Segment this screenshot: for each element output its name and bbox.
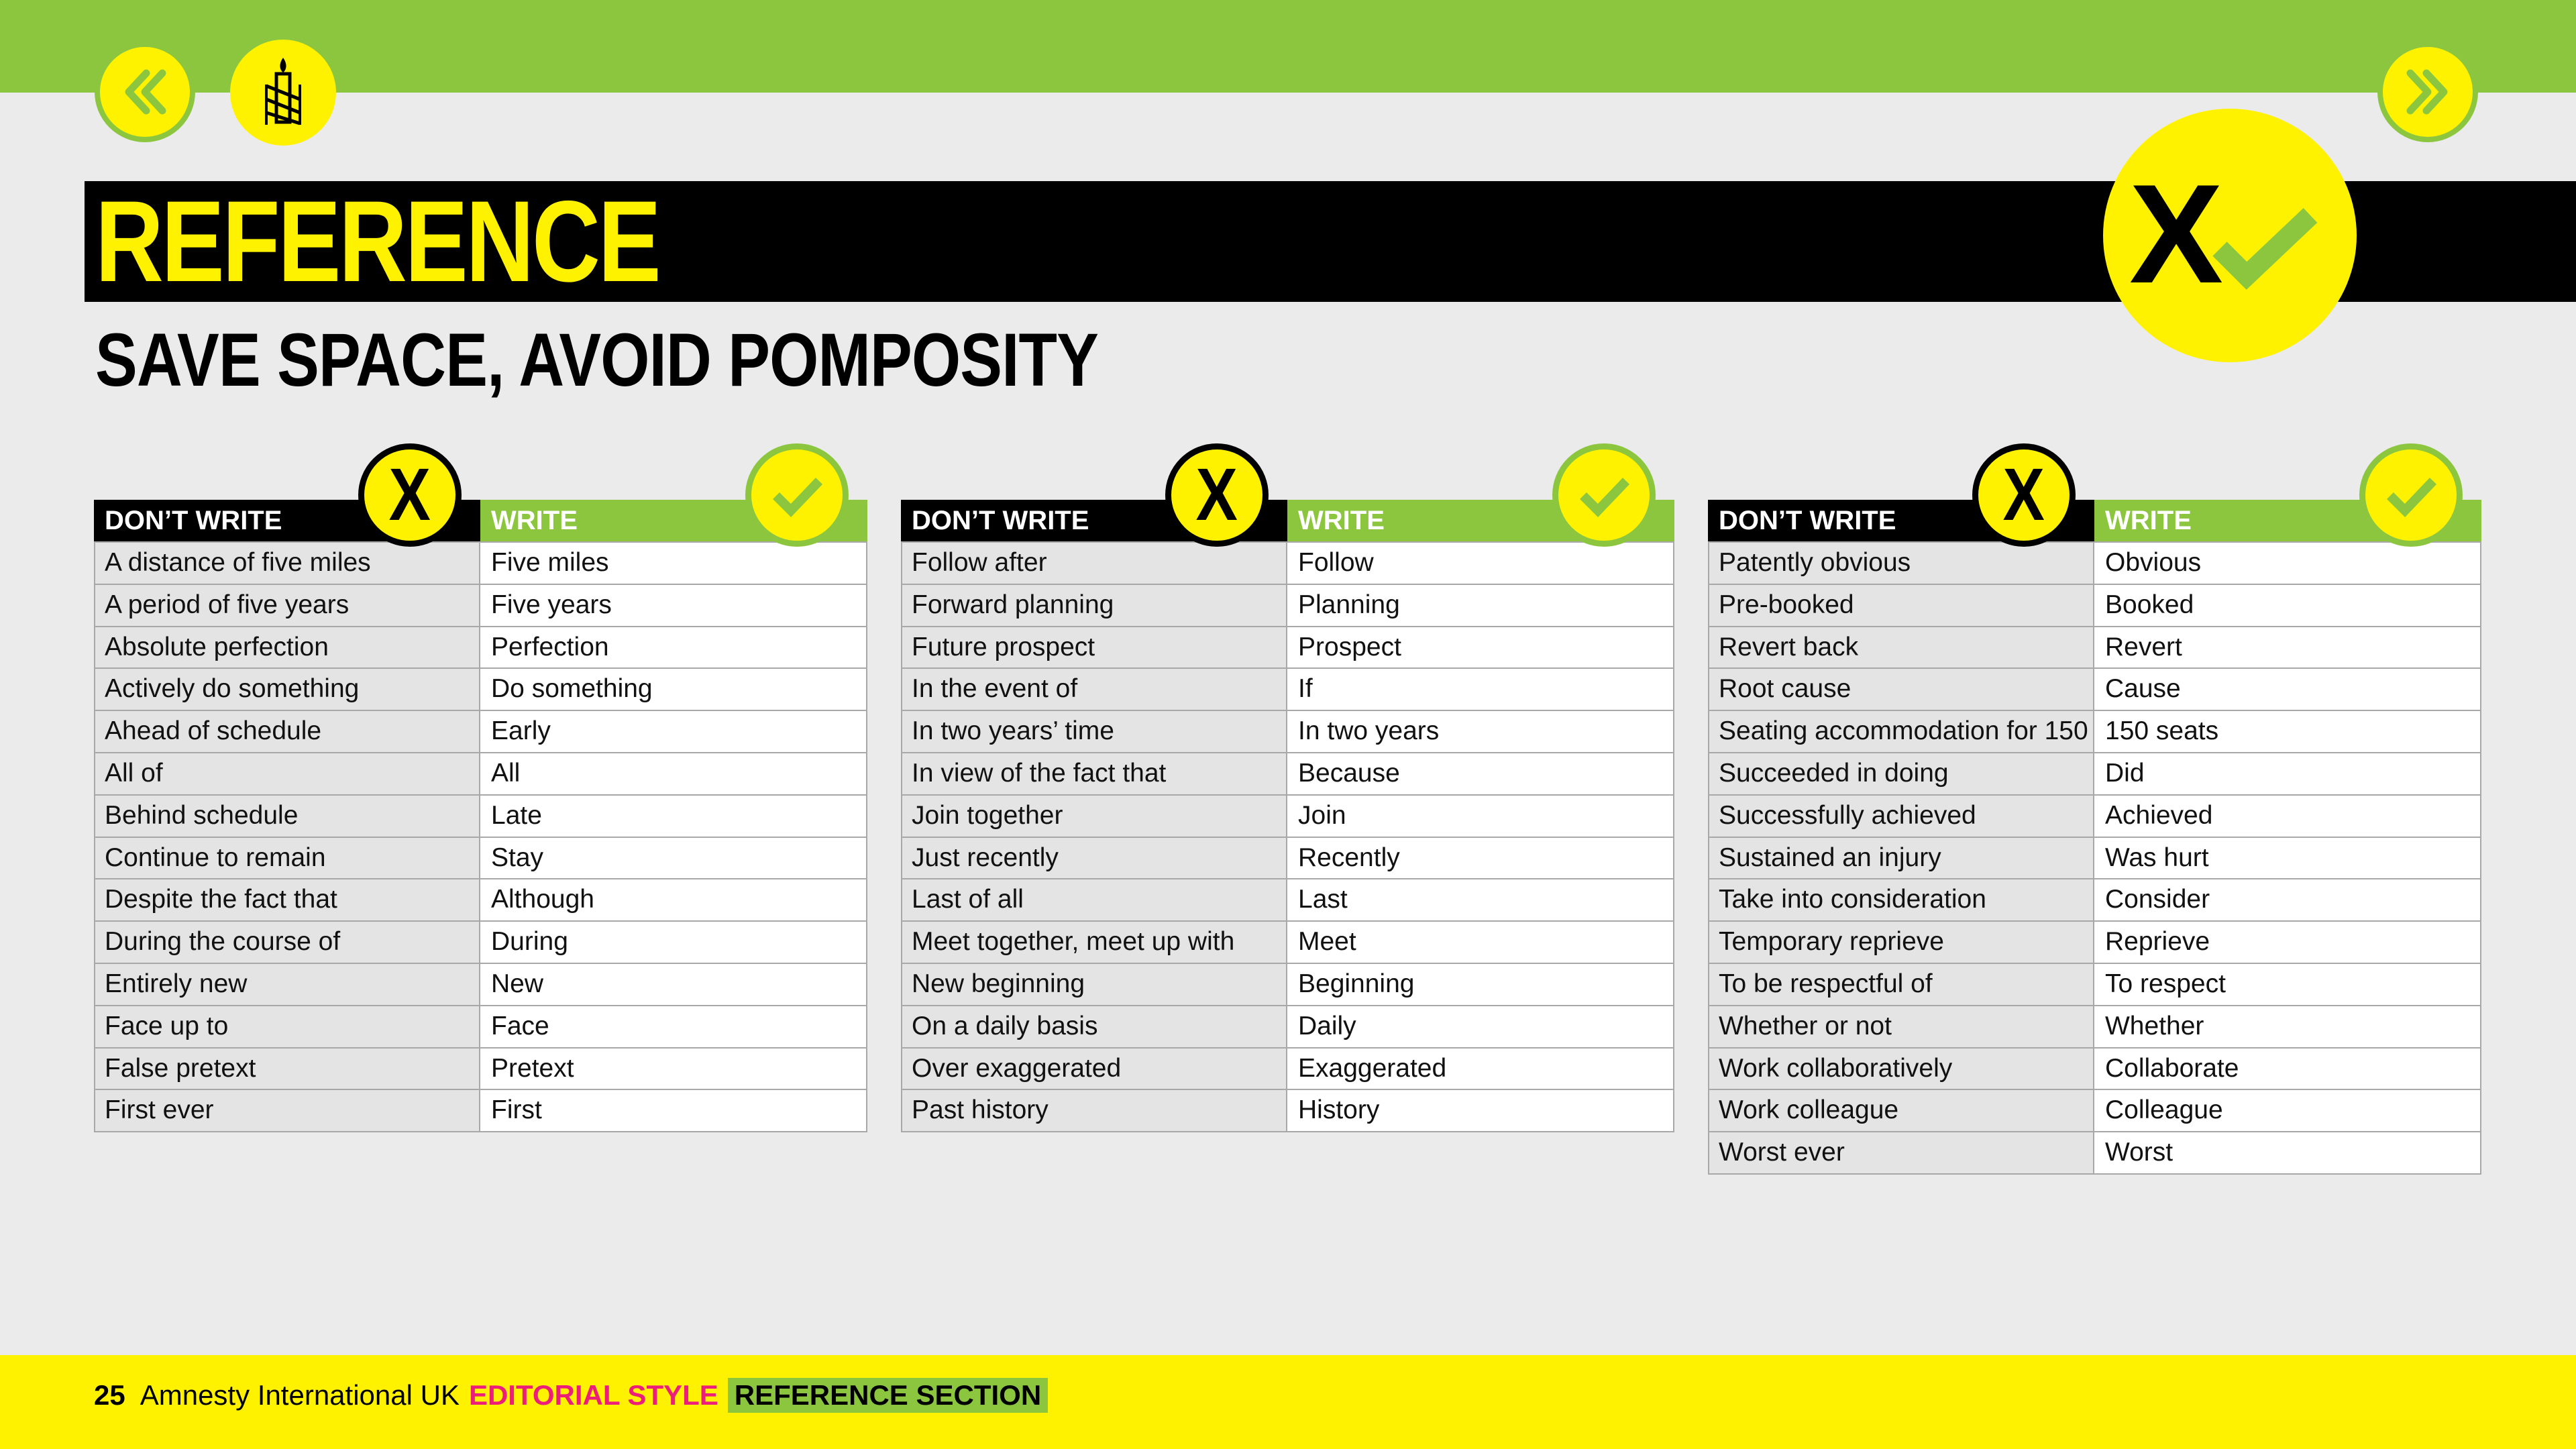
write-cell: Recently xyxy=(1287,838,1673,879)
write-cell: Achieved xyxy=(2094,796,2480,837)
table-row xyxy=(902,669,1673,711)
table-row xyxy=(1709,796,2480,838)
dont-write-cell: Just recently xyxy=(902,838,1287,879)
dont-write-cell: Root cause xyxy=(1709,669,2094,710)
next-page-button[interactable] xyxy=(2377,42,2478,142)
phrase-table-2 xyxy=(901,500,1674,1132)
dont-write-cell: Past history xyxy=(902,1090,1287,1131)
double-chevron-right-icon xyxy=(2394,58,2461,125)
dont-write-cell: A period of five years xyxy=(95,585,480,626)
check-icon xyxy=(745,443,849,547)
organisation-name: Amnesty International UK xyxy=(140,1379,460,1411)
dont-write-cell: In two years’ time xyxy=(902,711,1287,752)
dont-write-cell: Ahead of schedule xyxy=(95,711,480,752)
write-cell: Late xyxy=(480,796,866,837)
table-row xyxy=(1709,1090,2480,1132)
dont-write-cell: Last of all xyxy=(902,879,1287,920)
table-row xyxy=(1709,627,2480,669)
dont-write-cell: Whether or not xyxy=(1709,1006,2094,1047)
write-cell: If xyxy=(1287,669,1673,710)
table-body xyxy=(901,541,1674,1132)
dont-write-cell: Actively do something xyxy=(95,669,480,710)
write-cell: Last xyxy=(1287,879,1673,920)
write-cell: Revert xyxy=(2094,627,2480,668)
page-subtitle: SAVE SPACE, AVOID POMPOSITY xyxy=(95,318,1099,402)
table-row xyxy=(1709,1049,2480,1091)
write-cell: First xyxy=(480,1090,866,1131)
write-cell: Join xyxy=(1287,796,1673,837)
dont-write-cell: Work collaboratively xyxy=(1709,1049,2094,1089)
table-row xyxy=(1709,964,2480,1006)
table-row xyxy=(1709,879,2480,922)
footer xyxy=(94,1377,1048,1414)
write-cell: Did xyxy=(2094,753,2480,794)
write-cell: Because xyxy=(1287,753,1673,794)
phrase-table-3 xyxy=(1708,500,2481,1175)
dont-write-cell: A distance of five miles xyxy=(95,543,480,584)
dont-write-cell: In view of the fact that xyxy=(902,753,1287,794)
dont-write-cell: Behind schedule xyxy=(95,796,480,837)
dont-write-cell: Work colleague xyxy=(1709,1090,2094,1131)
table-row xyxy=(902,585,1673,627)
write-cell: Booked xyxy=(2094,585,2480,626)
dont-write-cell: Join together xyxy=(902,796,1287,837)
write-cell: Planning xyxy=(1287,585,1673,626)
table-row xyxy=(95,879,866,922)
write-cell: To respect xyxy=(2094,964,2480,1005)
write-cell: Meet xyxy=(1287,922,1673,963)
table-body xyxy=(1708,541,2481,1175)
table-row xyxy=(902,879,1673,922)
write-cell: History xyxy=(1287,1090,1673,1131)
write-cell: Do something xyxy=(480,669,866,710)
dont-write-cell: False pretext xyxy=(95,1049,480,1089)
table-row xyxy=(1709,1132,2480,1175)
dont-write-cell: New beginning xyxy=(902,964,1287,1005)
top-bar xyxy=(0,0,2576,93)
x-icon: X xyxy=(1972,443,2076,547)
table-row xyxy=(95,753,866,796)
table-row xyxy=(1709,753,2480,796)
write-cell: Consider xyxy=(2094,879,2480,920)
dont-write-cell: To be respectful of xyxy=(1709,964,2094,1005)
write-cell: Colleague xyxy=(2094,1090,2480,1131)
write-header: WRITE xyxy=(2094,500,2481,541)
table-row xyxy=(95,922,866,964)
table-row xyxy=(902,838,1673,880)
dont-write-cell: Despite the fact that xyxy=(95,879,480,920)
badge-x-text: X xyxy=(2129,168,2224,303)
table-row xyxy=(95,627,866,669)
dont-write-cell: Sustained an injury xyxy=(1709,838,2094,879)
x-icon: X xyxy=(1165,443,1269,547)
dont-write-cell: All of xyxy=(95,753,480,794)
write-cell: Follow xyxy=(1287,543,1673,584)
dont-write-cell: Revert back xyxy=(1709,627,2094,668)
dont-write-cell: First ever xyxy=(95,1090,480,1131)
table-row xyxy=(902,922,1673,964)
write-cell: New xyxy=(480,964,866,1005)
dont-write-cell: Entirely new xyxy=(95,964,480,1005)
dont-do-badge xyxy=(2103,109,2357,362)
amnesty-logo xyxy=(230,40,336,146)
table-row xyxy=(95,543,866,585)
write-cell: Five miles xyxy=(480,543,866,584)
table-row xyxy=(95,585,866,627)
table-row xyxy=(902,1090,1673,1132)
table-row xyxy=(95,1049,866,1091)
write-cell: Exaggerated xyxy=(1287,1049,1673,1089)
dont-write-cell: Succeeded in doing xyxy=(1709,753,2094,794)
write-cell: Worst xyxy=(2094,1132,2480,1173)
write-cell: Collaborate xyxy=(2094,1049,2480,1089)
table-row xyxy=(902,543,1673,585)
table-row xyxy=(902,627,1673,669)
write-cell: Pretext xyxy=(480,1049,866,1089)
write-header: WRITE xyxy=(1287,500,1674,541)
table-row xyxy=(95,796,866,838)
table-row xyxy=(95,711,866,753)
dont-write-header: DON’T WRITE xyxy=(94,500,480,541)
table-row xyxy=(1709,585,2480,627)
dont-write-cell: Absolute perfection xyxy=(95,627,480,668)
write-cell: In two years xyxy=(1287,711,1673,752)
dont-write-header: DON’T WRITE xyxy=(1708,500,2094,541)
table-row xyxy=(902,753,1673,796)
dont-write-cell: Future prospect xyxy=(902,627,1287,668)
dont-write-cell: Face up to xyxy=(95,1006,480,1047)
check-icon xyxy=(1552,443,1656,547)
section-label: REFERENCE SECTION xyxy=(728,1378,1048,1413)
page-number: 25 xyxy=(94,1379,125,1411)
table-row xyxy=(902,1006,1673,1049)
check-icon xyxy=(2359,443,2463,547)
dont-write-cell: Continue to remain xyxy=(95,838,480,879)
table-row xyxy=(95,669,866,711)
double-chevron-left-icon xyxy=(111,58,178,125)
write-cell: All xyxy=(480,753,866,794)
dont-write-cell: In the event of xyxy=(902,669,1287,710)
dont-write-cell: Patently obvious xyxy=(1709,543,2094,584)
amnesty-candle-icon xyxy=(246,52,320,133)
dont-write-cell: Worst ever xyxy=(1709,1132,2094,1173)
x-icon: X xyxy=(358,443,462,547)
write-cell: Although xyxy=(480,879,866,920)
dont-write-cell: Pre-booked xyxy=(1709,585,2094,626)
write-cell: Beginning xyxy=(1287,964,1673,1005)
write-cell: Prospect xyxy=(1287,627,1673,668)
write-cell: Five years xyxy=(480,585,866,626)
write-cell: Face xyxy=(480,1006,866,1047)
table-row xyxy=(1709,838,2480,880)
page-title: REFERENCE xyxy=(95,177,659,306)
editorial-style-label: EDITORIAL STYLE xyxy=(468,1379,718,1411)
table-row xyxy=(95,964,866,1006)
write-cell: Reprieve xyxy=(2094,922,2480,963)
table-row xyxy=(1709,543,2480,585)
dont-write-cell: On a daily basis xyxy=(902,1006,1287,1047)
table-row xyxy=(902,964,1673,1006)
write-cell: Daily xyxy=(1287,1006,1673,1047)
dont-write-cell: Take into consideration xyxy=(1709,879,2094,920)
table-row xyxy=(902,796,1673,838)
write-cell: Whether xyxy=(2094,1006,2480,1047)
phrase-table-1 xyxy=(94,500,867,1132)
previous-page-button[interactable] xyxy=(95,42,195,142)
table-row xyxy=(95,1090,866,1132)
write-header: WRITE xyxy=(480,500,867,541)
table-row xyxy=(95,838,866,880)
dont-write-header: DON’T WRITE xyxy=(901,500,1287,541)
table-row xyxy=(1709,922,2480,964)
dont-write-cell: Over exaggerated xyxy=(902,1049,1287,1089)
dont-write-cell: Successfully achieved xyxy=(1709,796,2094,837)
write-cell: During xyxy=(480,922,866,963)
dont-write-cell: Seating accommodation for 150 xyxy=(1709,711,2094,752)
table-row xyxy=(1709,669,2480,711)
dont-write-cell: Temporary reprieve xyxy=(1709,922,2094,963)
write-cell: Early xyxy=(480,711,866,752)
dont-write-cell: Follow after xyxy=(902,543,1287,584)
table-body xyxy=(94,541,867,1132)
write-cell: Cause xyxy=(2094,669,2480,710)
table-row xyxy=(95,1006,866,1049)
check-icon xyxy=(2220,215,2310,276)
table-row xyxy=(902,1049,1673,1091)
write-cell: Perfection xyxy=(480,627,866,668)
table-row xyxy=(1709,1006,2480,1049)
write-cell: Was hurt xyxy=(2094,838,2480,879)
write-cell: Obvious xyxy=(2094,543,2480,584)
table-row xyxy=(1709,711,2480,753)
write-cell: 150 seats xyxy=(2094,711,2480,752)
table-row xyxy=(902,711,1673,753)
dont-write-cell: Forward planning xyxy=(902,585,1287,626)
write-cell: Stay xyxy=(480,838,866,879)
dont-write-cell: Meet together, meet up with xyxy=(902,922,1287,963)
dont-write-cell: During the course of xyxy=(95,922,480,963)
